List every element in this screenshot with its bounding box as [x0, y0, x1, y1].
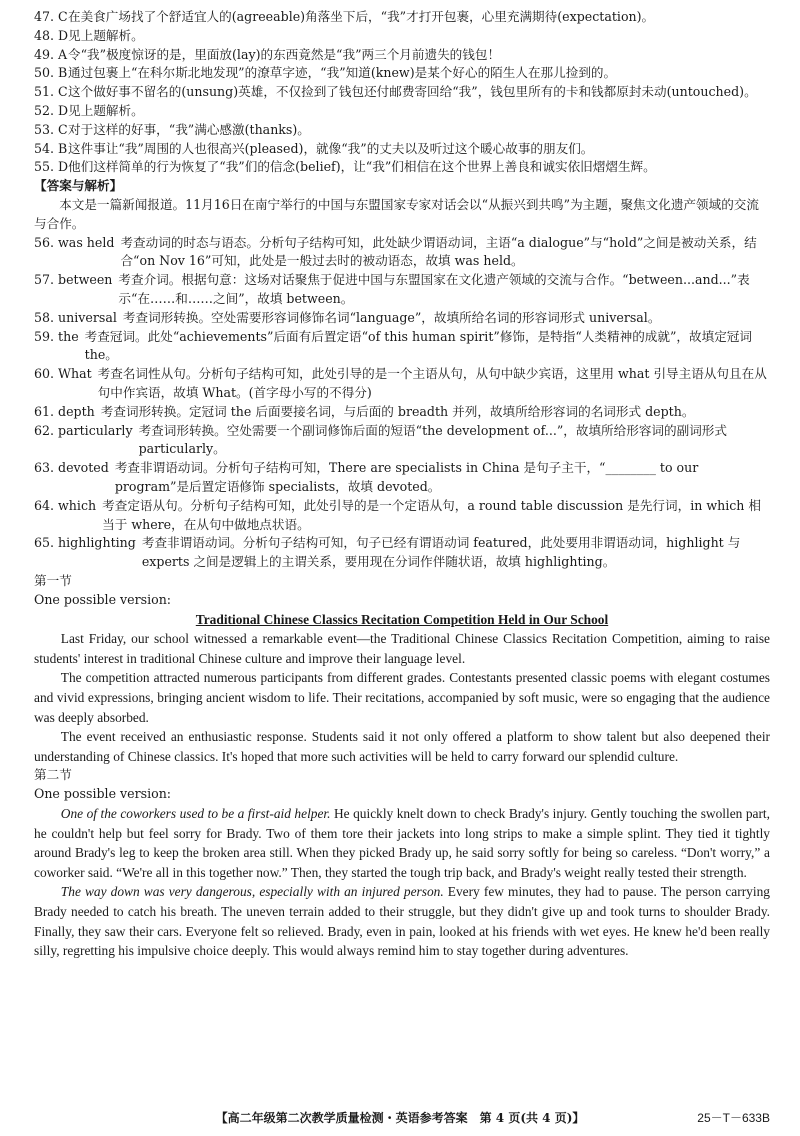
answer-item — [34, 497, 770, 535]
item-text: 见上题解析。 — [68, 102, 144, 118]
list-item — [34, 46, 770, 65]
item-number: 55. D — [34, 159, 69, 175]
answer-text: 考查冠词。此处“achievements”后面有后置定语“of this human spirit”修饰，是特指“人类精神的成就”，故填定冠词 the。 — [84, 328, 752, 363]
item-number: 52. D — [34, 102, 69, 118]
list-item — [34, 27, 770, 46]
list-item — [34, 102, 770, 121]
given-opening-sentence: The way down was very dangerous, especially with an injured person. — [60, 884, 444, 900]
page-footer — [0, 1109, 800, 1128]
part-heading: 第二节 — [34, 767, 72, 783]
answer-label: 58. universal — [34, 309, 117, 325]
answer-text: 考查介词。根据句意：这场对话聚焦于促进中国与东盟国家在文化遗产领域的交流与合作。“between...and...”表示“在……和……之间”，故填 between。 — [118, 272, 750, 306]
essay-paragraph: Last Friday, our school witnessed a remarkable event—the Traditional Chinese Classics Recitation Competition, aiming to raise students' interest in traditional Chinese culture and improve their language level. — [34, 631, 770, 666]
answer-text: 考查非谓语动词。分析句子结构可知，There are specialists in China 是句子主干，“________ to our program”是后置定语修饰 specialists，故填 devoted。 — [114, 460, 699, 494]
item-text: 这件事让“我”周围的人也很高兴(pleased)，就像“我”的丈夫以及听过这个暖心故事的朋友们。 — [68, 140, 594, 156]
essay-body — [34, 629, 770, 766]
essay-paragraph — [34, 804, 770, 882]
item-number: 51. C — [34, 84, 68, 100]
part-heading: 第一节 — [34, 572, 72, 588]
paragraph-text: He quickly knelt down to check Brady's injury. Gently touching the swollen part, he couldn't help but feel sorry for Brady. Two of them tore their jackets into long strips to make a simple splint. They tied it tightly around Brady's leg to keep the broken area still. When they picked Brady up, he said sorry softly for being so careless. “Don't worry,” a coworker said. “We're all in this together now.” Then, they started the tough trip back, and Brady's weight really tested their strength. — [34, 806, 770, 880]
item-text: 令“我”极度惊讶的是，里面放(lay)的东西竟然是“我”两三个月前遗失的钱包！ — [68, 46, 501, 62]
answer-label: 62. particularly — [34, 422, 133, 438]
item-text: 通过包裹上“在科尔斯北地发现”的潦草字迹，“我”知道(knew)是某个好心的陌生人在那儿捡到的。 — [68, 65, 617, 81]
answer-text: 考查词形转换。空处需要形容词修饰名词“language”，故填所给名词的形容词形式 universal。 — [122, 309, 661, 325]
answer-label: 64. which — [34, 497, 97, 513]
item-number: 54. B — [34, 140, 68, 156]
answer-item — [34, 459, 770, 497]
item-number: 49. A — [34, 46, 68, 62]
answer-item — [34, 422, 770, 460]
answer-text: 考查动词的时态与语态。分析句子结构可知，此处缺少谓语动词，主语“a dialogue”与“hold”之间是被动关系，结合“on Nov 16”可知，此处是一般过去时的被动语态，故填 was held。 — [120, 234, 757, 269]
answer-item — [34, 403, 770, 422]
answer-item — [34, 328, 770, 366]
answer-item — [34, 271, 770, 309]
item-text: 他们这样简单的行为恢复了“我”们的信念(belief)，让“我”们相信在这个世界上善良和诚实依旧熠熠生辉。 — [68, 159, 656, 175]
item-text: 见上题解析。 — [68, 27, 144, 43]
essay-paragraph — [34, 882, 770, 960]
answer-text: 考查名词性从句。分析句子结构可知，此处引导的是一个主语从句，从句中缺少宾语，这里用 what 引导主语从句且在从句中作宾语，故填 What。(首字母小写的不得分) — [97, 366, 767, 400]
list-item — [34, 140, 770, 159]
answer-item — [34, 534, 770, 572]
paragraph-text: Every few minutes, they had to pause. The person carrying Brady needed to catch his breath. The uneven terrain added to their struggle, but they didn't give up and took turns to shoulder Brady. Finally, they saw their cars. Everyone felt so relieved. Brady, even in pain, looked at his friends with wet eyes. He knew he'd been really silly, regretting his impulsive choice deeply. This would always remind him to stay together during adventures. — [34, 884, 770, 959]
list-item — [34, 158, 770, 177]
item-text: 在美食广场找了个舒适宜人的(agreeable)角落坐下后，“我”才打开包裹，心里充满期待(expectation)。 — [68, 9, 655, 24]
continuation-body — [34, 804, 770, 961]
item-number: 47. C — [34, 9, 68, 24]
answer-label: 57. between — [34, 272, 113, 288]
writing-part-one — [34, 572, 770, 767]
answer-item — [34, 365, 770, 403]
passage-intro: 本文是一篇新闻报道。11月16日在南宁举行的中国与东盟国家专家对话会以“从振兴到共鸣”为主题，聚焦文化遗产领域的交流与合作。 — [34, 196, 759, 231]
section-heading: 【答案与解析】 — [34, 178, 123, 194]
item-number: 53. C — [34, 121, 68, 137]
answer-label: 61. depth — [34, 403, 95, 419]
answer-label: 63. devoted — [34, 460, 109, 476]
answer-label: 59. the — [34, 328, 79, 344]
answer-label: 56. was held — [34, 234, 115, 250]
essay-paragraph: The competition attracted numerous participants from different grades. Contestants presented classic poems with elegant costumes and vivid expressions, bringing ancient wisdom to life. Their recitations, accompanied by soft music, were so engaging that the audience was deeply absorbed. — [34, 670, 770, 725]
writing-part-two — [34, 766, 770, 960]
list-item — [34, 83, 770, 102]
answer-text: 考查定语从句。分析句子结构可知，此处引导的是一个定语从句，a round table discussion 是先行词，in which 相当于 where，在从句中做地点状语。 — [102, 497, 762, 532]
list-item — [34, 121, 770, 140]
grammar-answers — [34, 234, 770, 572]
given-opening-sentence: One of the coworkers used to be a first-aid helper. — [60, 806, 331, 822]
item-number: 50. B — [34, 65, 68, 81]
cloze-explanations — [34, 8, 770, 177]
essay-title: Traditional Chinese Classics Recitation Competition Held in Our School — [195, 611, 609, 627]
list-item — [34, 64, 770, 83]
footer-title: 【高二年级第二次教学质量检测・英语参考答案 第 4 页(共 4 页)】 — [215, 1111, 585, 1126]
answer-text: 考查非谓语动词。分析句子结构可知，句子已经有谓语动词 featured，此处要用非谓语动词，highlight 与 experts 之间是逻辑上的主谓关系，要用现在分词作伴随状语，故填 highlighting。 — [141, 535, 741, 570]
version-label: One possible version: — [34, 591, 172, 607]
item-number: 48. D — [34, 27, 69, 43]
footer-code: 25－T－633B — [697, 1111, 770, 1126]
item-text: 对于这样的好事，“我”满心感激(thanks)。 — [68, 121, 310, 137]
item-text: 这个做好事不留名的(unsung)英雄，不仅捡到了钱包还付邮费寄回给“我”，钱包里所有的卡和钱都原封未动(untouched)。 — [68, 84, 757, 100]
answer-label: 60. What — [34, 366, 92, 382]
list-item — [34, 8, 770, 27]
answer-text: 考查词形转换。空处需要一个副词修饰后面的短语“the development of...”，故填所给形容词的副词形式 particularly。 — [138, 422, 727, 457]
version-label: One possible version: — [34, 786, 172, 802]
answer-item — [34, 309, 770, 328]
essay-paragraph: The event received an enthusiastic response. Students said it not only offered a platform to show talent but also deepened their understanding of Chinese classics. It's hoped that more such activities will be held to carry forward our splendid culture. — [34, 729, 770, 764]
answer-label: 65. highlighting — [34, 535, 136, 551]
answer-text: 考查词形转换。定冠词 the 后面要接名词，与后面的 breadth 并列，故填所给形容词的名词形式 depth。 — [100, 403, 695, 419]
answer-item — [34, 234, 770, 272]
